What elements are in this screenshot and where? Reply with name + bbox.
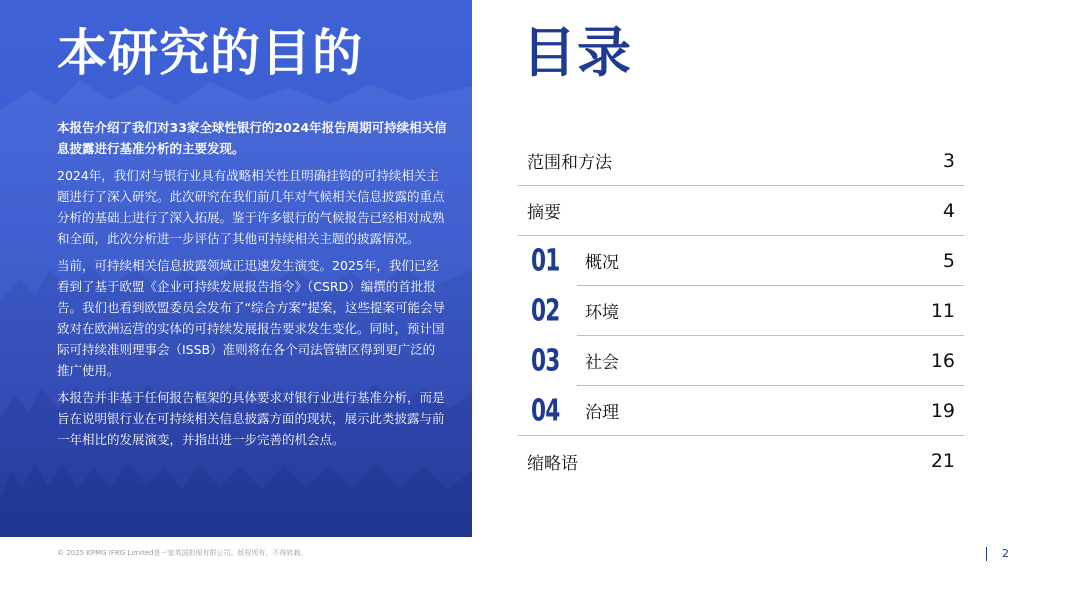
toc-item-page: 3 — [942, 149, 955, 172]
toc-item-label: 缩略语 — [527, 453, 578, 474]
section-number: 04 — [531, 393, 560, 428]
body-paragraph: 2024年，我们对与银行业具有战略相关性且明确挂钩的可持续相关主题进行了深入研究。此次研究在我们前几年对气候相关信息披露的重点分析的基础上进行了深入拓展。鉴于许多银行的气候报告已经相对成熟和全面，此次分析进一步评估了其他可持续相关主题的披露情况。 — [57, 168, 445, 246]
toc-item-overview[interactable] — [531, 236, 964, 286]
purpose-panel — [0, 0, 472, 537]
section-number: 02 — [531, 293, 560, 328]
toc-item-page: 5 — [942, 249, 955, 272]
purpose-title: 本研究的目的 — [57, 24, 363, 82]
toc-item-label: 环境 — [585, 303, 619, 323]
toc-item-page: 19 — [930, 399, 955, 422]
toc-item-page: 11 — [930, 299, 955, 322]
section-number: 03 — [531, 343, 560, 378]
toc-item-label: 概况 — [585, 253, 619, 273]
toc-item-label: 摘要 — [527, 203, 561, 223]
body-paragraph: 本报告并非基于任何报告框架的具体要求对银行业进行基准分析，而是旨在说明银行业在可持续相关信息披露方面的现状，展示此类披露与前一年相比的发展演变，并指出进一步完善的机会点。 — [57, 390, 445, 447]
toc-item-summary[interactable] — [518, 186, 964, 236]
purpose-body — [57, 117, 447, 456]
copyright-notice: © 2025 KPMG IFRG Limited是一家英国担保有限公司。版权所有，不得转载。 — [57, 549, 308, 557]
table-of-contents — [518, 136, 964, 486]
toc-item-social[interactable] — [531, 336, 964, 386]
page-number-divider — [986, 547, 987, 561]
toc-item-environment[interactable] — [531, 286, 964, 336]
body-paragraph: 当前，可持续相关信息披露领域正迅速发生演变。2025年，我们已经看到了基于欧盟《企业可持续发展报告指令》（CSRD）编撰的首批报告。我们也看到欧盟委员会发布了“综合方案”提案，这些提案可能会导致对在欧洲运营的实体的可持续发展报告要求发生变化。同时，预计国际可持续准则理事会（ISSB）准则将在各个司法管辖区得到更广泛的推广使用。 — [57, 258, 445, 378]
toc-item-label: 社会 — [585, 353, 619, 373]
toc-item-scope-methodology[interactable] — [518, 136, 964, 186]
toc-item-page: 16 — [930, 349, 955, 372]
toc-item-page: 21 — [930, 450, 955, 472]
page-number: 2 — [1002, 547, 1009, 560]
lead-paragraph: 本报告介绍了我们对33家全球性银行的2024年报告周期可持续相关信息披露进行基准分析的主要发现。 — [57, 120, 447, 156]
toc-item-page: 4 — [942, 199, 955, 222]
section-number: 01 — [531, 243, 560, 278]
toc-item-governance[interactable] — [518, 386, 964, 436]
toc-title: 目录 — [522, 21, 632, 84]
toc-item-label: 治理 — [585, 403, 619, 423]
toc-item-label: 范围和方法 — [527, 153, 612, 173]
toc-item-abbreviations[interactable] — [518, 436, 964, 486]
